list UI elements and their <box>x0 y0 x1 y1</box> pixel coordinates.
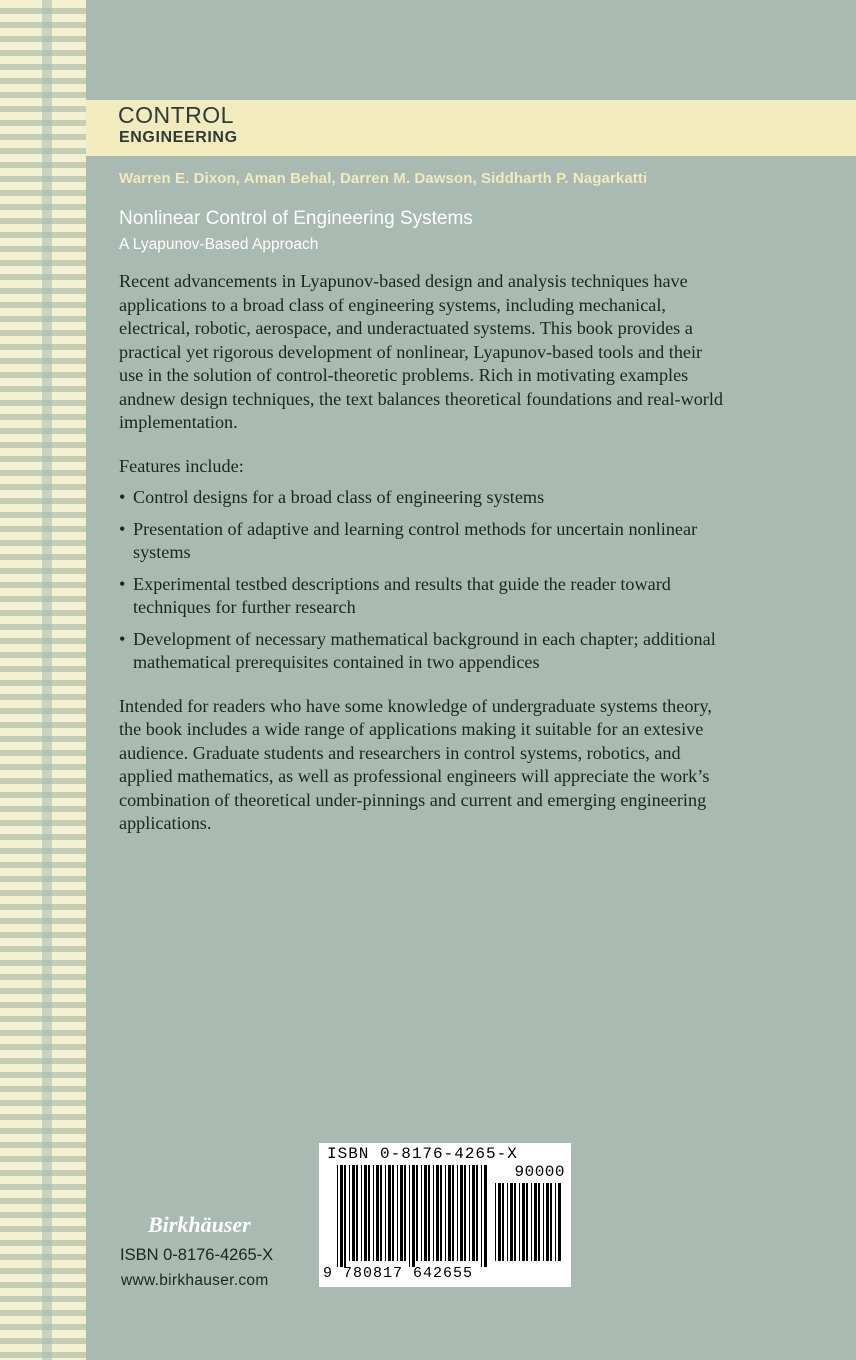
authors: Warren E. Dixon, Aman Behal, Darren M. Dawson, Siddharth P. Nagarkatti <box>119 170 648 187</box>
closing-paragraph: Intended for readers who have some knowledge of undergraduate systems theory, the book includes a wide range of applications making it suitable for an extesive audience. Graduate students and researchers in control systems, robotics, and applied mathematics, as well as professional engineers will appreciate the work’s combination of theoretical under-pinnings and current and emerging engineering applications. <box>119 695 712 833</box>
barcode-price-code: 90000 <box>514 1163 565 1181</box>
features-list <box>119 486 729 675</box>
features-heading: Features include: <box>119 455 244 476</box>
series-name-engineering: ENGINEERING <box>119 129 238 146</box>
feature-item: • Experimental testbed descriptions and results that guide the reader toward techniques for further research <box>119 573 729 620</box>
barcode-isbn: ISBN 0-8176-4265-X <box>327 1145 518 1163</box>
barcode-digits: 9 780817 642655 <box>323 1265 474 1282</box>
feature-item: • Control designs for a broad class of engineering systems <box>119 486 729 510</box>
intro-paragraph: Recent advancements in Lyapunov-based design and analysis techniques have applications to a broad class of engineering systems, including mechanical, electrical, robotic, aerospace, and underactuated systems. This book provides a practical yet rigorous development of nonlinear, Lyapunov-based tools and their use in the solution of control-theoretic problems. Rich in motivating examples andnew design techniques, the text balances theoretical foundations and real-world implementation. <box>119 271 724 432</box>
spine-stripes <box>0 0 86 1360</box>
publisher-logo: Birkhäuser <box>148 1212 251 1237</box>
barcode <box>319 1143 571 1287</box>
publisher-website: www.birkhauser.com <box>121 1272 269 1289</box>
book-subtitle: A Lyapunov-Based Approach <box>119 236 319 253</box>
isbn: ISBN 0-8176-4265-X <box>120 1246 274 1264</box>
feature-item: • Development of necessary mathematical background in each chapter; additional mathematical prerequisites contained in two appendices <box>119 628 729 675</box>
book-title: Nonlinear Control of Engineering Systems <box>119 208 473 229</box>
description <box>119 270 729 836</box>
feature-item: • Presentation of adaptive and learning control methods for uncertain nonlinear systems <box>119 518 729 565</box>
series-name-control: CONTROL <box>118 102 234 128</box>
